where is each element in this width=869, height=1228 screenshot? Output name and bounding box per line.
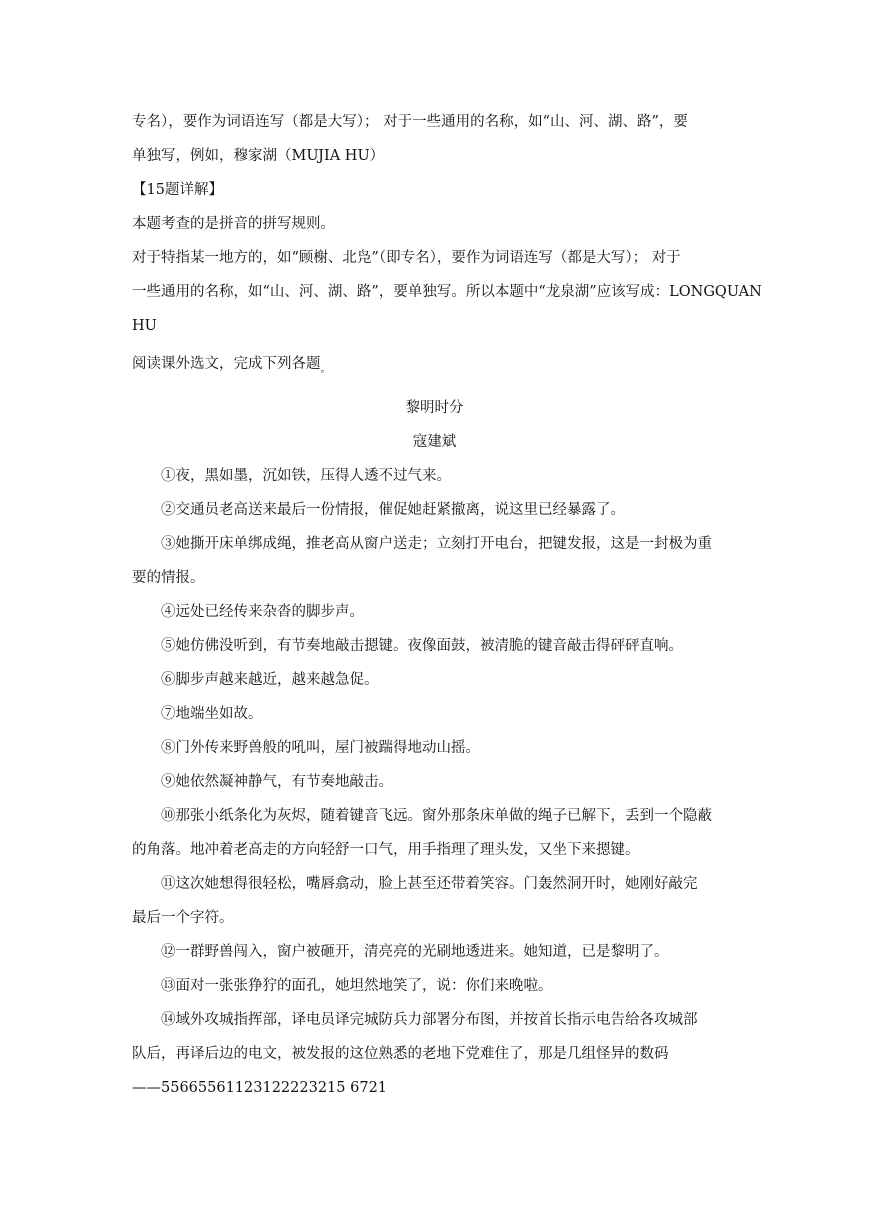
text-line: 一些通用的名称，如“山、河、湖、路”，要单独写。所以本题中“龙泉湖”应该写成：LONGQUAN bbox=[132, 284, 762, 300]
article-title: 黎明时分 bbox=[405, 400, 464, 416]
instruction-text: 阅读课外选文，完成下列各题 bbox=[132, 356, 321, 372]
text-line: 本题考查的是拼音的拼写规则。 bbox=[132, 216, 335, 232]
paragraph: ⑨她依然凝神静气，有节奏地敲击。 bbox=[161, 774, 393, 790]
paragraph: ⑬面对一张张狰狞的面孔，她坦然地笑了，说：你们来晚啦。 bbox=[161, 978, 553, 994]
text-line: 单独写，例如，穆家湖（MUJIA HU） bbox=[132, 148, 385, 164]
paragraph: ⑭域外攻城指挥部，译电员译完城防兵力部署分布图，并按首长指示电告给各攻城部 bbox=[161, 1012, 698, 1028]
paragraph: ④远处已经传来杂沓的脚步声。 bbox=[161, 604, 364, 620]
text-line: 专名），要作为词语连写（都是大写）； 对于一些通用的名称，如“山、河、湖、路”，要 bbox=[132, 114, 688, 130]
paragraph: ⑩那张小纸条化为灰烬，随着键音飞远。窗外那条床单做的绳子已解下，丢到一个隐蔽 bbox=[161, 808, 712, 824]
text-line: HU bbox=[132, 318, 157, 334]
paragraph: ②交通员老高送来最后一份情报，催促她赶紧撤离，说这里已经暴露了。 bbox=[161, 502, 625, 518]
paragraph: ⑫一群野兽闯入，窗户被砸开，清亮亮的光刷地透进来。她知道，已是黎明了。 bbox=[161, 944, 669, 960]
digit-sequence: ——55665561123122223215 6721 bbox=[132, 1080, 388, 1096]
paragraph-continuation: 的角落。地冲着老高走的方向轻舒一口气，用手指理了理头发，又坐下来摁键。 bbox=[132, 842, 640, 858]
paragraph: ③她撕开床单绑成绳，推老高从窗户送走；立刻打开电台，把键发报，这是一封极为重 bbox=[161, 536, 712, 552]
paragraph-continuation: 队后，再译后边的电文，被发报的这位熟悉的老地下党难住了，那是几组怪异的数码 bbox=[132, 1046, 669, 1062]
article-author: 寇建斌 bbox=[412, 434, 457, 450]
paragraph: ⑦地端坐如故。 bbox=[161, 706, 263, 722]
paragraph: ⑪这次她想得很轻松，嘴唇翕动，脸上甚至还带着笑容。门轰然洞开时，她刚好敲完 bbox=[161, 876, 698, 892]
instruction-dot: 。 bbox=[320, 364, 331, 375]
reading-instruction bbox=[132, 354, 742, 380]
paragraph: ⑧门外传来野兽般的吼叫，屋门被踹得地动山摇。 bbox=[161, 740, 480, 756]
paragraph: ⑤她仿佛没听到，有节奏地敲击摁键。夜像面鼓，被清脆的键音敲击得砰砰直响。 bbox=[161, 638, 683, 654]
paragraph-continuation: 最后一个字符。 bbox=[132, 910, 234, 926]
paragraph-continuation: 要的情报。 bbox=[132, 570, 205, 586]
text-line: 对于特指某一地方的，如“顾榭、北凫”（即专名），要作为词语连写（都是大写）； 对于 bbox=[132, 250, 681, 266]
paragraph: ⑥脚步声越来越近，越来越急促。 bbox=[161, 672, 379, 688]
paragraph: ①夜，黑如墨，沉如铁，压得人透不过气来。 bbox=[161, 468, 451, 484]
section-heading: 【15题详解】 bbox=[132, 182, 223, 198]
